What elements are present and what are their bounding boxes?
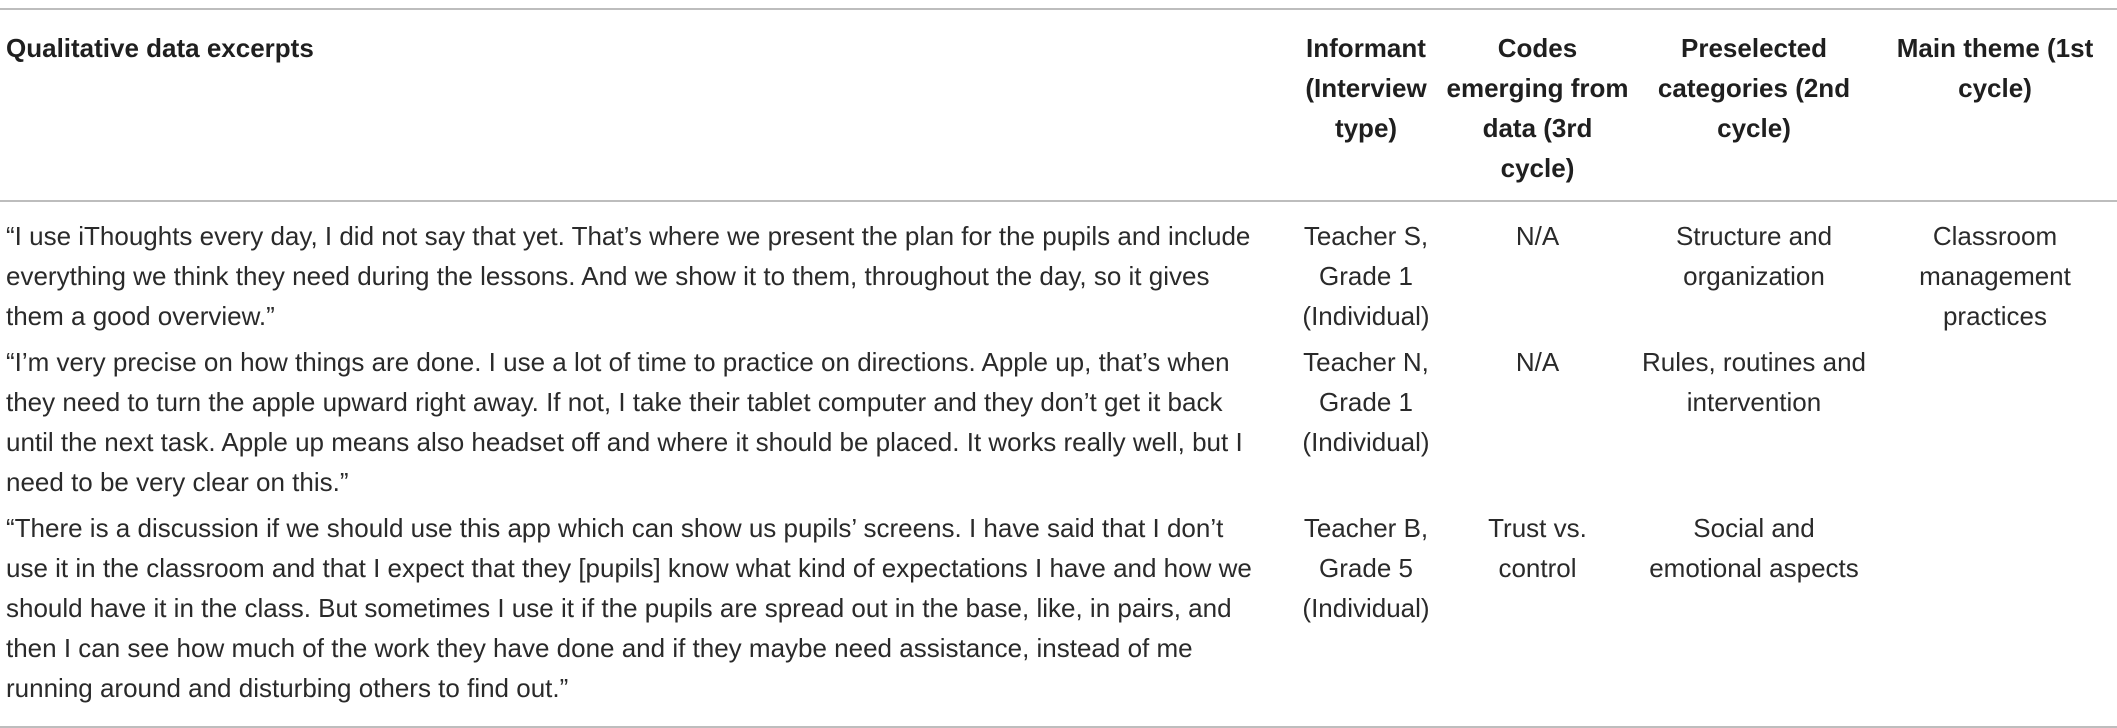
qualitative-coding-table xyxy=(0,8,2117,728)
table-header xyxy=(0,9,2117,201)
header-categories: Preselected categories (2nd cycle) xyxy=(1657,33,1851,143)
header-row xyxy=(0,9,2117,201)
table-row xyxy=(0,342,2117,508)
category-cell: Structure and organization xyxy=(1675,221,1833,291)
theme-cell: Classroom management practices xyxy=(1919,221,2071,331)
excerpt-cell: “I use iThoughts every day, I did not say that yet. That’s where we present the plan for the pupils and include everything we think they need during the lessons. And we show it to them, throughout the day, so it gives them a good overview.” xyxy=(6,221,1251,331)
category-cell: Rules, routines and intervention xyxy=(1641,347,1867,417)
informant-cell: Teacher B, Grade 5 (Individual) xyxy=(1302,513,1430,623)
informant-cell: Teacher N, Grade 1 (Individual) xyxy=(1302,347,1430,457)
table-body xyxy=(0,201,2117,727)
excerpt-cell: “There is a discussion if we should use this app which can show us pupils’ screens. I have said that I don’t use it in the classroom and that I expect that they [pupils] know what kind of expectations I have and how we should have it in the class. But sometimes I use it if the pupils are spread out in the base, like, in pairs, and then I can see how much of the work they have done and if they maybe need assistance, instead of me running around and disturbing others to find out.” xyxy=(6,513,1252,703)
theme-cell xyxy=(1873,508,2117,727)
excerpt-cell: “I’m very precise on how things are done. I use a lot of time to practice on directions. Apple up, that’s when they need to turn the apple upward right away. If not, I take their tablet computer and they don’t get it back until the next task. Apple up means also headset off and where it should be placed. It works really well, but I need to be very clear on this.” xyxy=(6,347,1243,497)
codes-cell: N/A xyxy=(1515,221,1560,251)
theme-cell xyxy=(1873,342,2117,508)
codes-cell: Trust vs. control xyxy=(1488,513,1587,583)
header-theme: Main theme (1st cycle) xyxy=(1896,33,2094,103)
table-row xyxy=(0,508,2117,727)
header-codes: Codes emerging from data (3rd cycle) xyxy=(1446,33,1629,183)
header-informant: Informant (Interview type) xyxy=(1305,33,1427,143)
data-table-container xyxy=(0,8,2117,728)
header-excerpts: Qualitative data excerpts xyxy=(6,33,314,63)
informant-cell: Teacher S, Grade 1 (Individual) xyxy=(1302,221,1430,331)
category-cell: Social and emotional aspects xyxy=(1649,513,1859,583)
codes-cell: N/A xyxy=(1515,347,1560,377)
table-row xyxy=(0,201,2117,342)
